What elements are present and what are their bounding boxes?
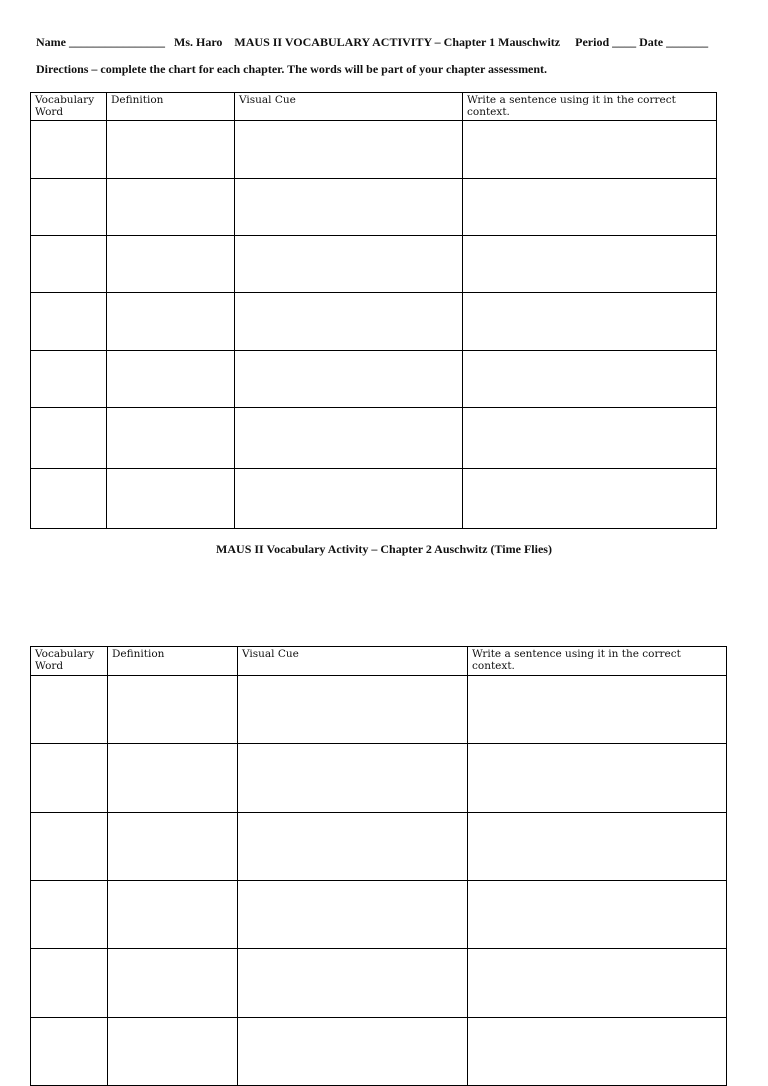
definition-cell[interactable]	[107, 179, 235, 236]
visual-cue-cell[interactable]	[238, 676, 468, 744]
definition-cell[interactable]	[108, 949, 238, 1018]
sentence-cell[interactable]	[468, 676, 727, 744]
sentence-cell[interactable]	[463, 469, 717, 529]
vocabulary-word-cell[interactable]	[31, 469, 107, 529]
definition-cell[interactable]	[108, 744, 238, 813]
vocabulary-word-cell[interactable]	[31, 179, 107, 236]
definition-cell[interactable]	[108, 1018, 238, 1086]
visual-cue-cell[interactable]	[235, 293, 463, 351]
sentence-cell[interactable]	[468, 813, 727, 881]
table-row	[31, 293, 717, 351]
column-header-definition: Definition	[108, 647, 238, 676]
sentence-cell[interactable]	[468, 881, 727, 949]
vocabulary-word-cell[interactable]	[31, 949, 108, 1018]
vocabulary-word-cell[interactable]	[31, 351, 107, 408]
definition-cell[interactable]	[107, 351, 235, 408]
visual-cue-cell[interactable]	[238, 949, 468, 1018]
sentence-cell[interactable]	[463, 351, 717, 408]
column-header-visual-cue: Visual Cue	[235, 93, 463, 121]
directions-text: Directions – complete the chart for each chapter. The words will be part of your chapter assessment.	[36, 62, 548, 76]
table-row	[31, 881, 727, 949]
vocabulary-word-cell[interactable]	[31, 1018, 108, 1086]
definition-cell[interactable]	[108, 881, 238, 949]
vocabulary-word-cell[interactable]	[31, 881, 108, 949]
visual-cue-cell[interactable]	[238, 1018, 468, 1086]
vocabulary-word-cell[interactable]	[31, 236, 107, 293]
sentence-cell[interactable]	[463, 121, 717, 179]
definition-cell[interactable]	[108, 813, 238, 881]
table-row	[31, 179, 717, 236]
definition-cell[interactable]	[108, 676, 238, 744]
definition-cell[interactable]	[107, 121, 235, 179]
visual-cue-cell[interactable]	[235, 408, 463, 469]
table-row	[31, 351, 717, 408]
table-row	[31, 744, 727, 813]
definition-cell[interactable]	[107, 293, 235, 351]
definition-cell[interactable]	[107, 236, 235, 293]
definition-cell[interactable]	[107, 469, 235, 529]
sentence-cell[interactable]	[468, 949, 727, 1018]
sentence-cell[interactable]	[463, 408, 717, 469]
vocabulary-word-cell[interactable]	[31, 408, 107, 469]
table-header-row	[31, 647, 727, 676]
table-row	[31, 676, 727, 744]
sentence-cell[interactable]	[463, 179, 717, 236]
column-header-visual-cue: Visual Cue	[238, 647, 468, 676]
table-row	[31, 121, 717, 179]
table-row	[31, 469, 717, 529]
sentence-cell[interactable]	[463, 293, 717, 351]
visual-cue-cell[interactable]	[235, 236, 463, 293]
table-row	[31, 236, 717, 293]
vocabulary-word-cell[interactable]	[31, 293, 107, 351]
visual-cue-cell[interactable]	[235, 469, 463, 529]
column-header-sentence: Write a sentence using it in the correct context.	[468, 647, 727, 676]
visual-cue-cell[interactable]	[235, 351, 463, 408]
column-header-sentence: Write a sentence using it in the correct context.	[463, 93, 717, 121]
visual-cue-cell[interactable]	[238, 813, 468, 881]
sentence-cell[interactable]	[463, 236, 717, 293]
sentence-cell[interactable]	[468, 744, 727, 813]
table-row	[31, 1018, 727, 1086]
column-header-definition: Definition	[107, 93, 235, 121]
visual-cue-cell[interactable]	[238, 744, 468, 813]
worksheet-header: Name ________________ Ms. Haro MAUS II VOCABULARY ACTIVITY – Chapter 1 Mauschwitz Period ____ Date _______	[36, 35, 709, 49]
vocabulary-word-cell[interactable]	[31, 744, 108, 813]
table-row	[31, 813, 727, 881]
chapter1-vocabulary-table	[30, 92, 717, 529]
sentence-cell[interactable]	[468, 1018, 727, 1086]
chapter2-vocabulary-table	[30, 646, 727, 1086]
visual-cue-cell[interactable]	[238, 881, 468, 949]
vocabulary-word-cell[interactable]	[31, 676, 108, 744]
definition-cell[interactable]	[107, 408, 235, 469]
visual-cue-cell[interactable]	[235, 121, 463, 179]
table-row	[31, 949, 727, 1018]
table-row	[31, 408, 717, 469]
column-header-vocabulary-word: Vocabulary Word	[31, 647, 108, 676]
table-header-row	[31, 93, 717, 121]
vocabulary-word-cell[interactable]	[31, 121, 107, 179]
vocabulary-word-cell[interactable]	[31, 813, 108, 881]
visual-cue-cell[interactable]	[235, 179, 463, 236]
column-header-vocabulary-word: Vocabulary Word	[31, 93, 107, 121]
chapter2-heading: MAUS II Vocabulary Activity – Chapter 2 Auschwitz (Time Flies)	[216, 542, 552, 556]
